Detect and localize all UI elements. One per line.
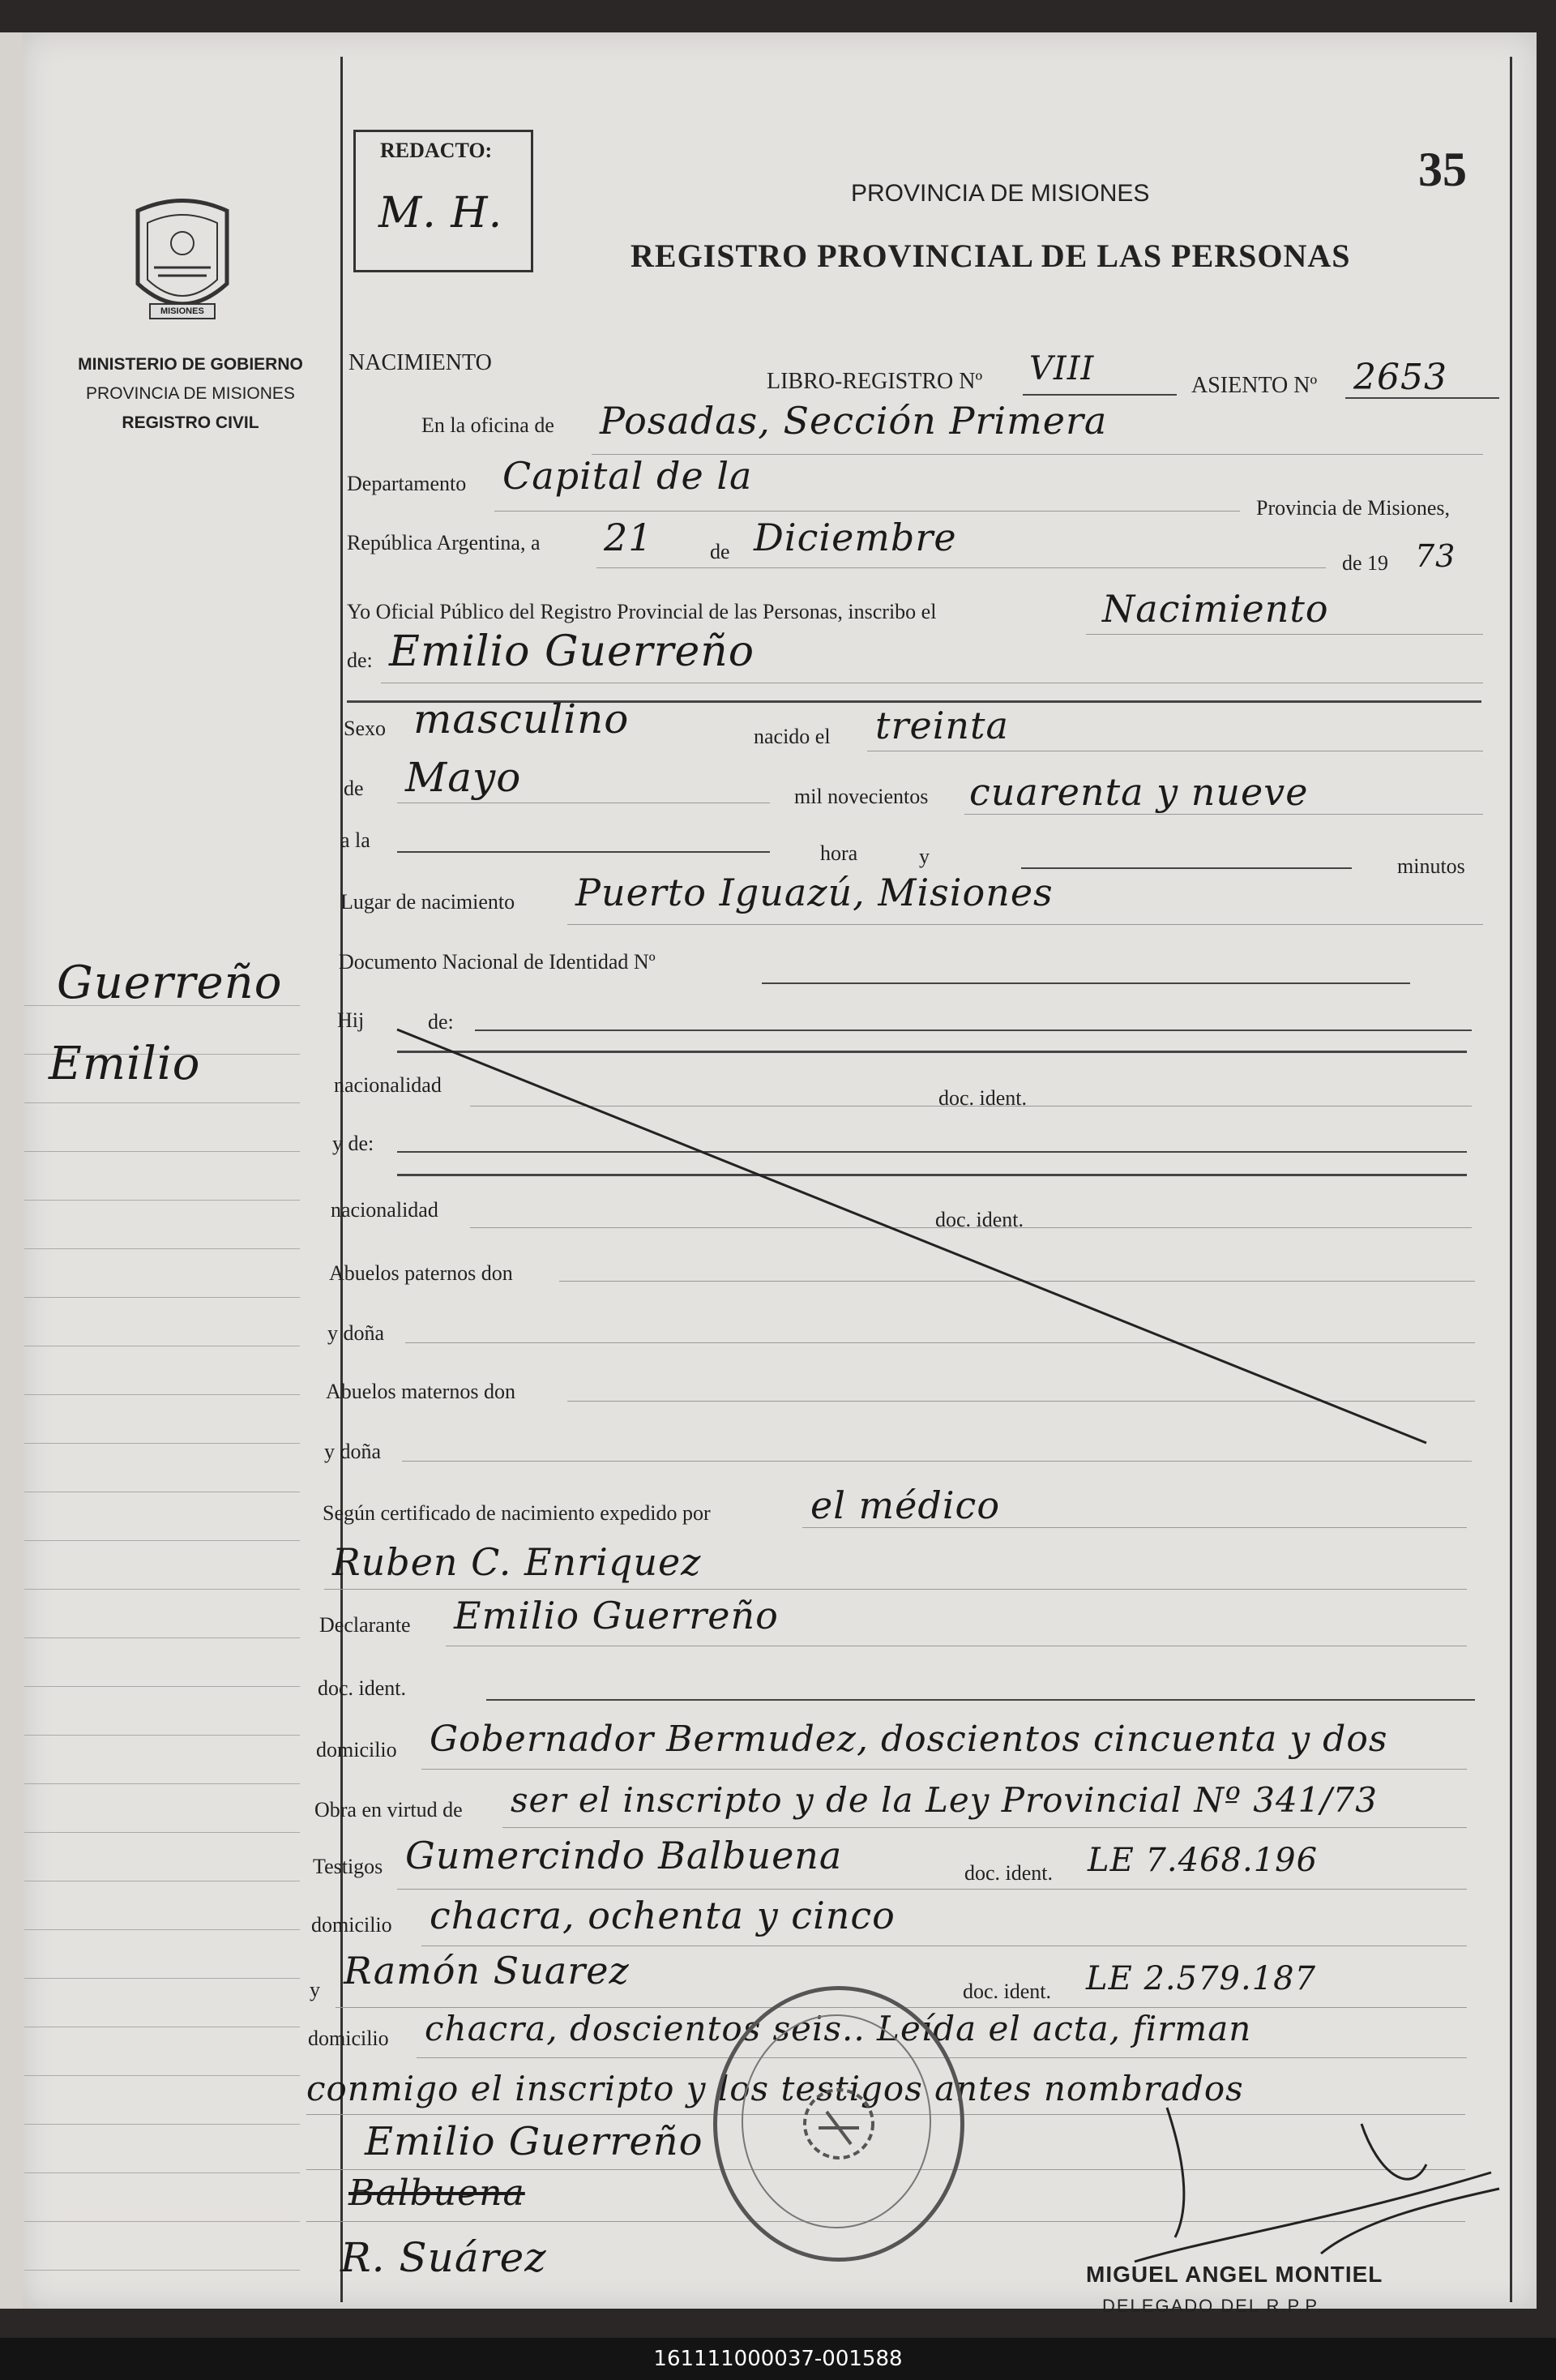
de-mes-label: de — [344, 777, 364, 800]
nacido-label: nacido el — [754, 725, 831, 748]
province-title: PROVINCIA DE MISIONES — [851, 180, 1150, 207]
y-2-label: y — [310, 1978, 320, 2001]
testigo-1-doc-label: doc. ident. — [964, 1861, 1054, 1885]
doc-ident-label: doc. ident. — [318, 1676, 407, 1700]
official-stamp — [713, 1986, 964, 2262]
medico-value: Ruben C. Enriquez — [332, 1540, 702, 1584]
abuelos-maternos-label: Abuelos maternos don — [326, 1380, 515, 1403]
mes-de-label: de — [710, 540, 730, 563]
ministry-line-1: MINISTERIO DE GOBIERNO — [78, 355, 303, 374]
sexo-value: masculino — [413, 696, 630, 743]
lugar-label: Lugar de nacimiento — [340, 890, 515, 914]
provincia-label: Provincia de Misiones, — [1256, 496, 1451, 520]
departamento-value: Capital de la — [502, 454, 753, 498]
signature-2: Balbuena — [348, 2172, 525, 2214]
anio-nac-value: cuarenta y nueve — [969, 770, 1309, 814]
domicilio-label: domicilio — [316, 1738, 397, 1761]
domicilio-3-label: domicilio — [308, 2027, 389, 2050]
testigos-label: Testigos — [313, 1855, 383, 1878]
stamp-emblem-icon — [794, 2079, 883, 2168]
oficial-value: Nacimiento — [1102, 587, 1329, 631]
official-signature-icon — [1118, 2075, 1507, 2286]
signature-3: R. Suárez — [340, 2234, 547, 2281]
signature-1: Emilio Guerreño — [365, 2119, 703, 2164]
doc-ident-1-label: doc. ident. — [938, 1086, 1028, 1110]
mes-value: Diciembre — [754, 516, 957, 559]
testigo-1-value: Gumercindo Balbuena — [405, 1834, 843, 1877]
closing-text: conmigo el inscripto y los testigos antes nombrados — [306, 2069, 1244, 2108]
hij-de-label: de: — [428, 1010, 454, 1034]
hij-label: Hij — [337, 1008, 365, 1032]
declarante-label: Declarante — [319, 1613, 411, 1637]
ministry-line-2: PROVINCIA DE MISIONES — [86, 384, 295, 403]
dni-label: Documento Nacional de Identidad Nº — [339, 950, 656, 974]
domicilio-2-label: domicilio — [311, 1913, 392, 1937]
registry-title: REGISTRO PROVINCIAL DE LAS PERSONAS — [631, 238, 1351, 274]
official-title: DELEGADO DEL R.P.P. — [1102, 2296, 1323, 2316]
lugar-value: Puerto Iguazú, Misiones — [575, 871, 1054, 914]
anio-value: 73 — [1415, 538, 1456, 574]
nacido-value: treinta — [875, 704, 1009, 747]
official-name: MIGUEL ANGEL MONTIEL — [1086, 2262, 1383, 2287]
dia-value: 21 — [604, 516, 653, 559]
redacto-label: REDACTO: — [380, 139, 493, 162]
anio-label: de 19 — [1342, 551, 1389, 575]
testigo-2-doc-value: LE 2.579.187 — [1086, 1960, 1317, 1997]
domicilio-2-value: chacra, ochenta y cinco — [430, 1894, 896, 1937]
testigo-2-value: Ramón Suarez — [344, 1949, 630, 1993]
sexo-label: Sexo — [344, 717, 386, 740]
republica-label: República Argentina, a — [347, 531, 541, 554]
obra-label: Obra en virtud de — [314, 1798, 463, 1821]
y-label: y — [919, 845, 930, 868]
y-de-label: y de: — [332, 1132, 374, 1155]
mil-label: mil novecientos — [794, 785, 929, 808]
y-dona-2-label: y doña — [324, 1440, 382, 1463]
certificado-value: el médico — [810, 1483, 1001, 1527]
minutos-label: minutos — [1397, 854, 1465, 878]
mes-nac-value: Mayo — [405, 754, 522, 801]
doc-ident-2-label: doc. ident. — [935, 1208, 1024, 1231]
certificado-label: Según certificado de nacimiento expedido por — [323, 1501, 711, 1525]
testigo-1-doc-value: LE 7.468.196 — [1088, 1842, 1319, 1879]
ministry-line-3: REGISTRO CIVIL — [122, 413, 259, 432]
document-id-footer: 161111000037-001588 — [0, 2338, 1556, 2380]
margin-surname: Guerreño — [57, 957, 283, 1009]
page-number: 35 — [1418, 143, 1467, 196]
margin-given-name: Emilio — [49, 1038, 201, 1090]
seal-label: MISIONES — [160, 306, 204, 316]
abuelos-paternos-label: Abuelos paternos don — [329, 1261, 513, 1285]
domicilio-value: Gobernador Bermudez, doscientos cincuenta y dos — [430, 1719, 1388, 1760]
nombre-value: Emilio Guerreño — [389, 627, 755, 676]
libro-label: LIBRO-REGISTRO Nº — [767, 369, 983, 394]
asiento-value: 2653 — [1353, 357, 1447, 398]
oficina-value: Posadas, Sección Primera — [600, 399, 1108, 443]
nacionalidad-2-label: nacionalidad — [331, 1198, 438, 1222]
a-la-label: a la — [340, 828, 370, 852]
asiento-label: ASIENTO Nº — [1191, 373, 1318, 398]
oficina-label: En la oficina de — [421, 413, 554, 437]
libro-value: VIII — [1029, 350, 1095, 387]
act-type: NACIMIENTO — [348, 350, 492, 375]
redacto-value: M. H. — [378, 189, 503, 238]
testigo-2-doc-label: doc. ident. — [963, 1980, 1052, 2003]
departamento-label: Departamento — [347, 472, 467, 495]
oficial-text: Yo Oficial Público del Registro Provincial de las Personas, inscribo el — [347, 600, 937, 623]
hora-label: hora — [820, 841, 858, 865]
domicilio-3-value: chacra, doscientos seis.. Leída el acta, firman — [425, 2009, 1252, 2048]
declarante-value: Emilio Guerreño — [454, 1594, 779, 1637]
obra-value: ser el inscripto y de la Ley Provincial Nº 341/73 — [511, 1780, 1378, 1820]
y-dona-1-label: y doña — [327, 1321, 385, 1345]
nacionalidad-1-label: nacionalidad — [334, 1073, 442, 1097]
de-nombre-label: de: — [347, 649, 373, 672]
